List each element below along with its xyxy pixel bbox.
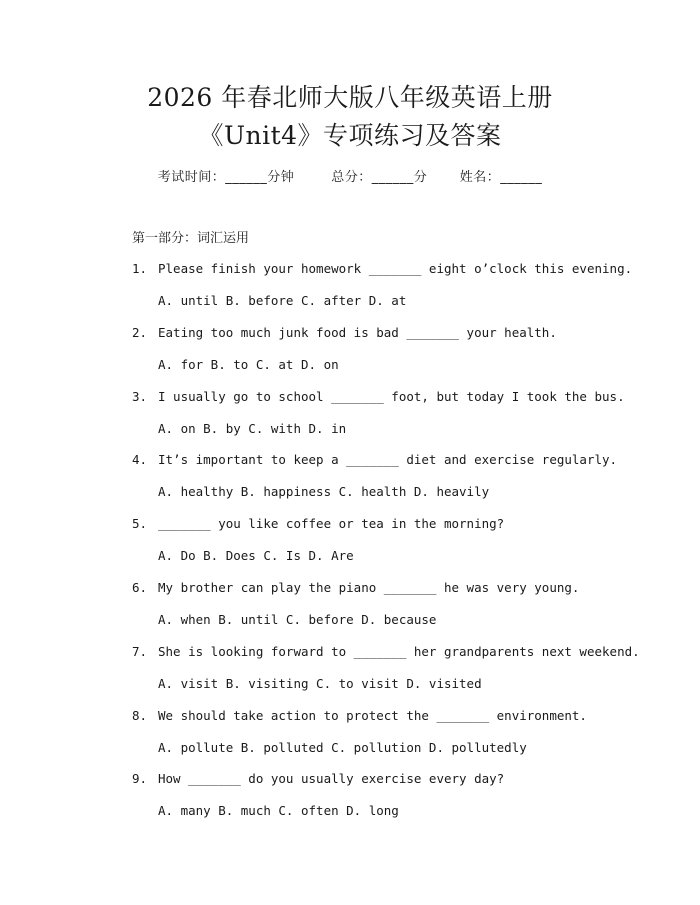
question-item [132,577,652,641]
question-text: Please finish your homework _______ eight o’clock this evening. [158,261,633,276]
question-text: We should take action to protect the _______ environment. [158,707,587,723]
question-line [132,577,579,599]
exam-name-label: 姓名：______ [459,170,543,185]
question-item [132,258,652,322]
question-text: My brother can play the piano _______ he was very young. [158,579,580,595]
question-line [132,768,504,790]
question-number: 9. [132,771,148,787]
question-number: 2. [132,324,148,340]
question-item [132,386,652,450]
question-text: It’s important to keep a _______ diet and exercise regularly. [158,452,618,468]
question-number: 1. [132,261,148,276]
question-list [132,258,652,832]
question-number: 8. [132,707,148,723]
question-options: A. healthy B. happiness C. health D. heavily [158,484,490,500]
question-text: Eating too much junk food is bad _______ your health. [158,324,557,340]
question-number: 7. [132,643,148,659]
question-item [132,641,652,705]
question-text: She is looking forward to _______ her grandparents next weekend. [158,643,640,659]
question-line [132,386,625,408]
question-line [132,705,587,727]
document-title-line2: 《Unit4》专项练习及答案 [198,121,502,150]
question-number: 6. [132,579,148,595]
question-options: A. for B. to C. at D. on [158,356,339,372]
exam-info [0,168,700,188]
question-options: A. on B. by C. with D. in [158,420,347,436]
question-number: 4. [132,452,148,468]
question-options: A. visit B. visiting C. to visit D. visited [158,675,482,691]
document-title-line1: 2026 年春北师大版八年级英语上册 [147,83,553,112]
question-options: A. Do B. Does C. Is D. Are [158,548,354,564]
question-number: 3. [132,388,148,404]
section-title: 第一部分：词汇运用 [132,231,250,246]
question-text: I usually go to school _______ foot, but today I took the bus. [158,388,625,404]
question-options: A. when B. until C. before D. because [158,611,437,627]
question-line [132,449,617,471]
exam-score-label: 总分：______分 [331,170,428,185]
question-options: A. many B. much C. often D. long [158,803,399,819]
question-item [132,768,652,832]
question-text: How _______ do you usually exercise every day? [158,771,505,787]
exam-time-label: 考试时间：______分钟 [157,170,295,185]
question-line [132,641,640,663]
question-item [132,449,652,513]
question-number: 5. [132,516,148,532]
question-options: A. until B. before C. after D. at [158,293,407,308]
question-item [132,513,652,577]
question-text: _______ you like coffee or tea in the morning? [158,516,505,532]
question-item [132,322,652,386]
question-line [132,258,632,280]
question-line [132,513,504,535]
question-item [132,705,652,769]
question-line [132,322,557,344]
question-options: A. pollute B. polluted C. pollution D. pollutedly [158,739,527,755]
